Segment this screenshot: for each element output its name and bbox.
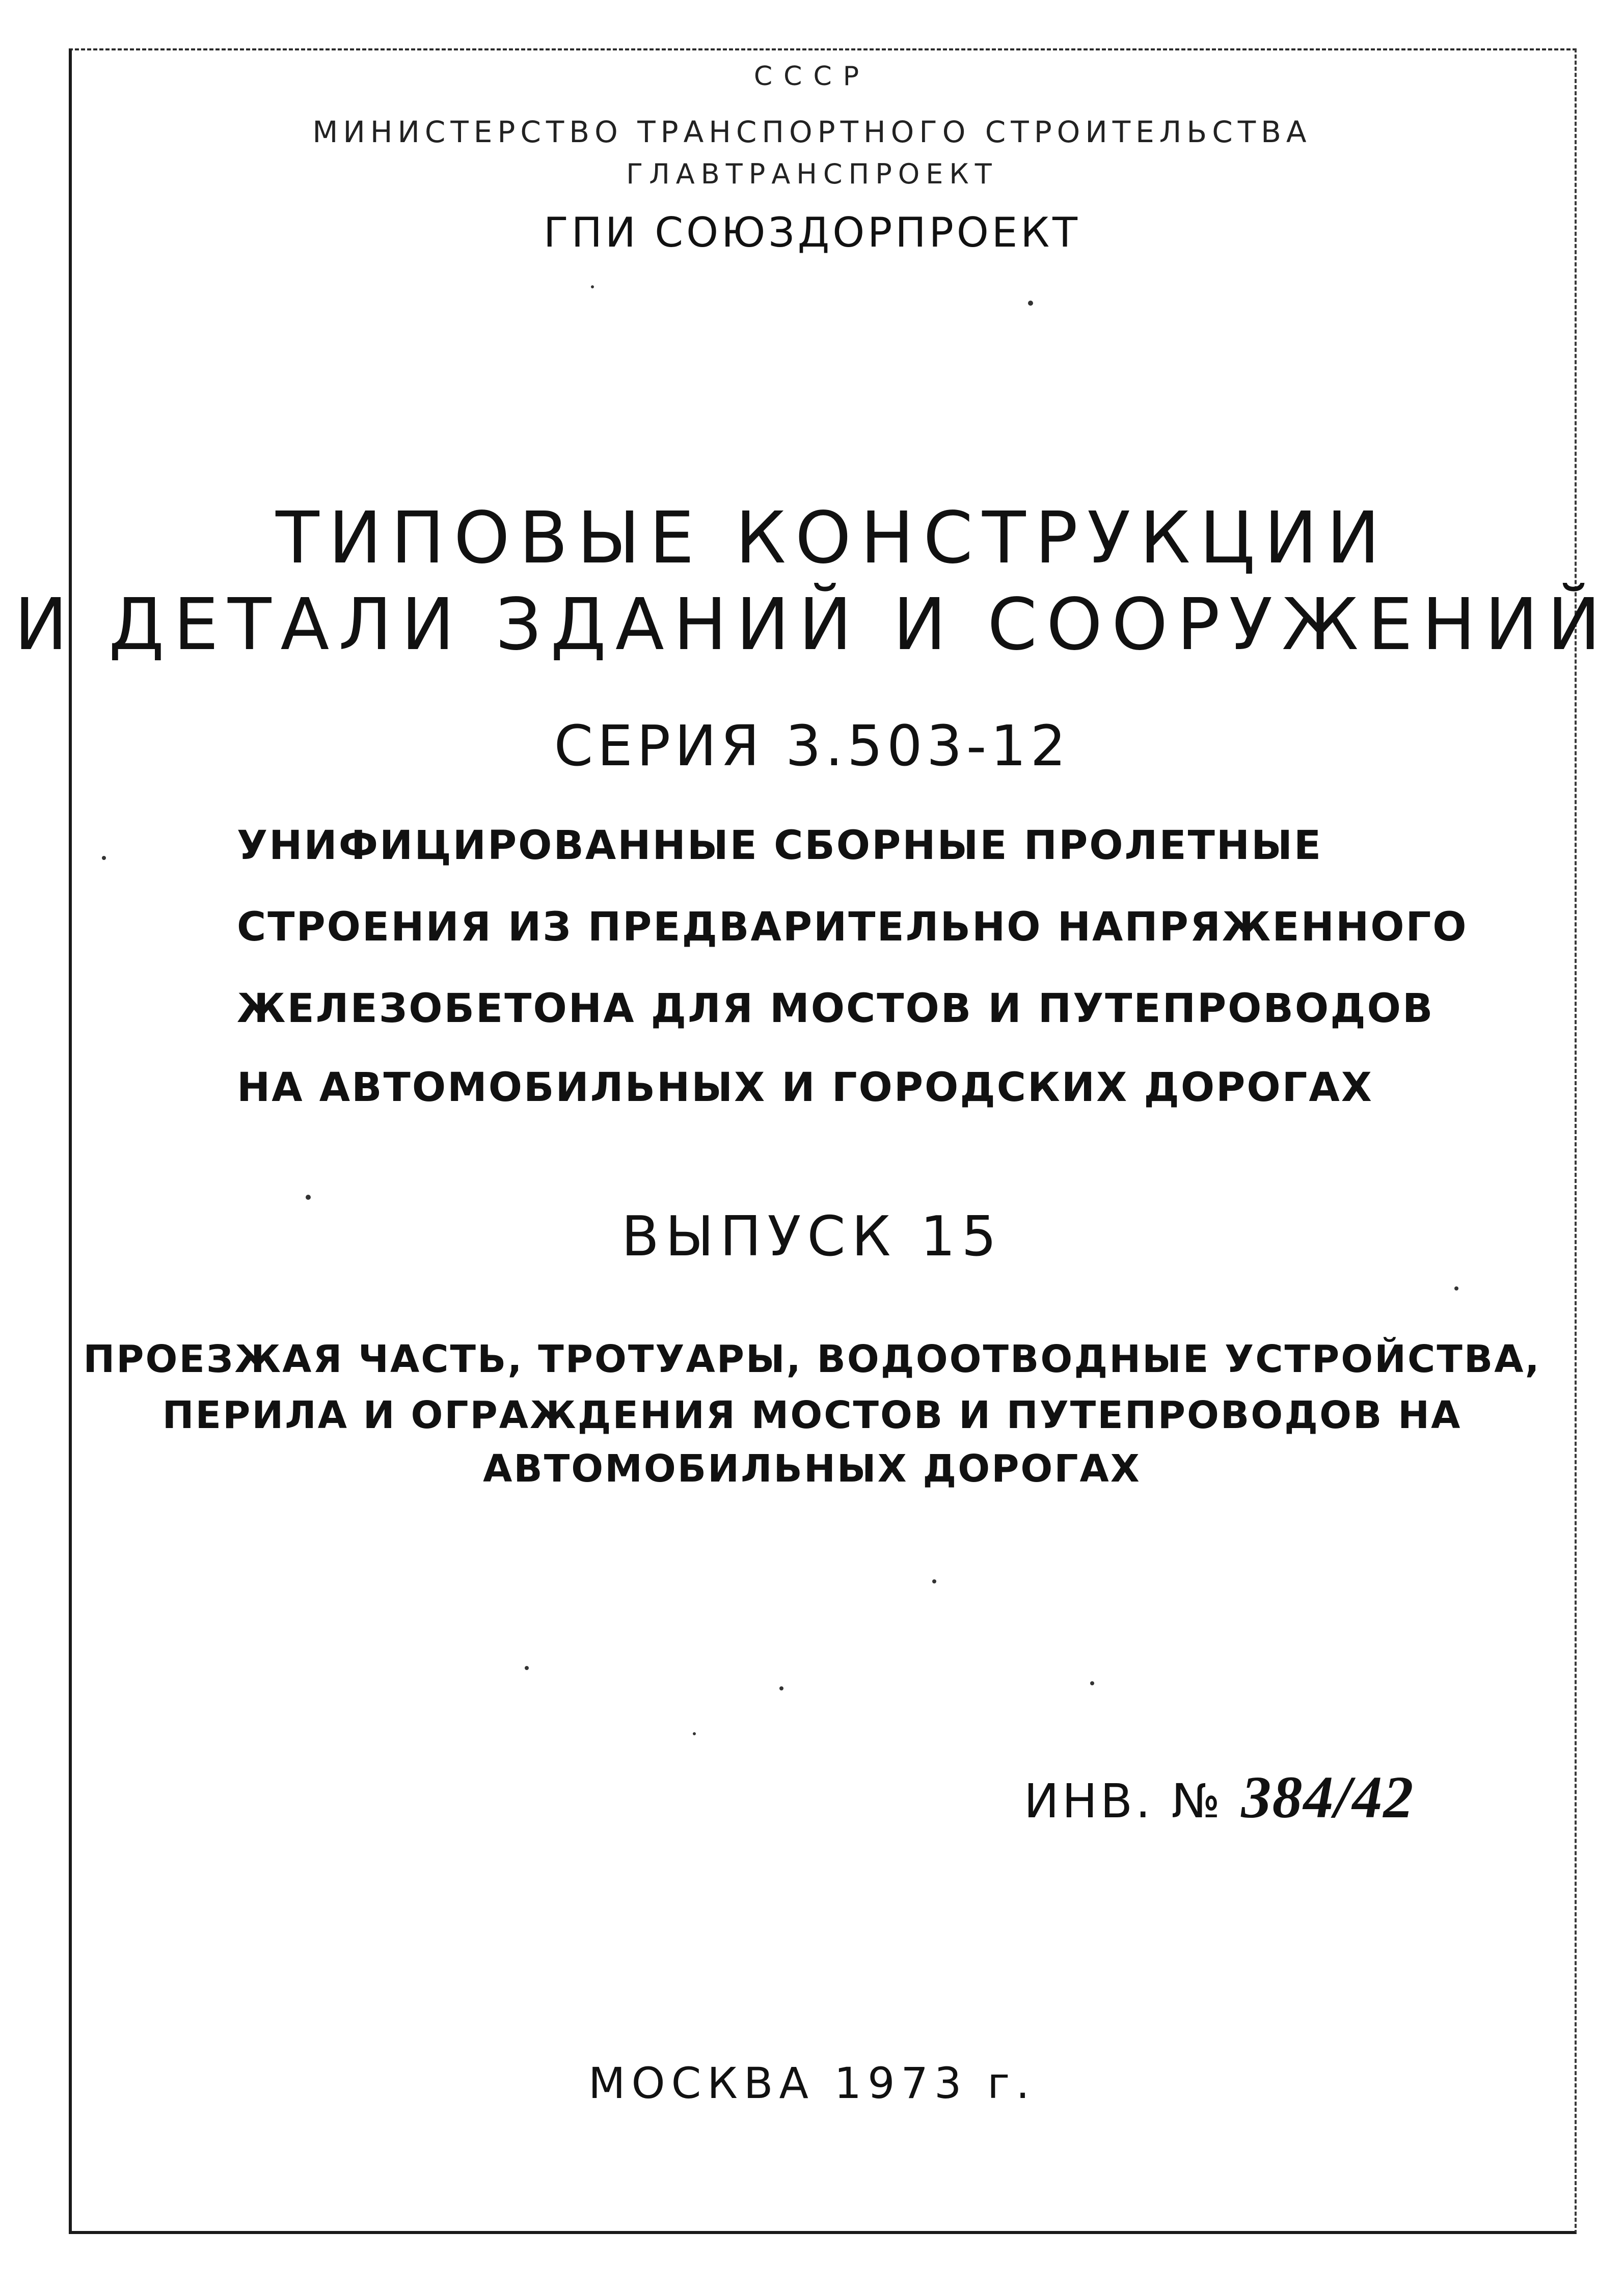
title-line-1: ТИПОВЫЕ КОНСТРУКЦИИ: [276, 497, 1389, 580]
inventory-label: ИНВ. №: [1024, 1774, 1224, 1828]
title-line-2: И ДЕТАЛИ ЗДАНИЙ И СООРУЖЕНИЙ: [14, 583, 1610, 666]
country-heading: СССР: [753, 61, 871, 92]
scan-speck: [525, 1666, 529, 1670]
scan-speck: [1454, 1286, 1458, 1290]
subtitle-line-4: НА АВТОМОБИЛЬНЫХ И ГОРОДСКИХ ДОРОГАХ: [237, 1065, 1373, 1111]
description-line-2: ПЕРИЛА И ОГРАЖДЕНИЯ МОСТОВ И ПУТЕПРОВОДОВ НА: [162, 1393, 1462, 1437]
scan-speck: [1028, 301, 1033, 306]
issue-number: ВЫПУСК 15: [621, 1205, 1003, 1269]
description-line-3: АВТОМОБИЛЬНЫХ ДОРОГАХ: [483, 1447, 1141, 1491]
scan-speck: [932, 1579, 936, 1583]
ministry-heading: МИНИСТЕРСТВО ТРАНСПОРТНОГО СТРОИТЕЛЬСТВА: [312, 115, 1312, 149]
scan-speck: [306, 1195, 311, 1200]
subtitle-line-1: УНИФИЦИРОВАННЫЕ СБОРНЫЕ ПРОЛЕТНЫЕ: [237, 823, 1323, 869]
department-heading: ГЛАВТРАНСПРОЕКТ: [626, 158, 998, 190]
page-border: [69, 48, 1577, 2234]
scan-speck: [591, 285, 594, 288]
publication-place-year: МОСКВА 1973 г.: [588, 2058, 1036, 2108]
scan-speck: [1090, 1681, 1094, 1685]
subtitle-line-2: СТРОЕНИЯ ИЗ ПРЕДВАРИТЕЛЬНО НАПРЯЖЕННОГО: [237, 904, 1468, 950]
scan-speck: [693, 1732, 696, 1735]
description-line-1: ПРОЕЗЖАЯ ЧАСТЬ, ТРОТУАРЫ, ВОДООТВОДНЫЕ УСТРОЙСТВА,: [83, 1337, 1541, 1381]
institute-heading: ГПИ СОЮЗДОРПРОЕКТ: [544, 209, 1080, 256]
scan-speck: [779, 1686, 783, 1690]
inventory-number: [1024, 1763, 1414, 1832]
scan-speck: [102, 856, 106, 860]
inventory-handwritten-number: 384/42: [1241, 1764, 1415, 1831]
subtitle-line-3: ЖЕЛЕЗОБЕТОНА ДЛЯ МОСТОВ И ПУТЕПРОВОДОВ: [237, 986, 1434, 1032]
series-number: СЕРИЯ 3.503-12: [554, 713, 1070, 778]
